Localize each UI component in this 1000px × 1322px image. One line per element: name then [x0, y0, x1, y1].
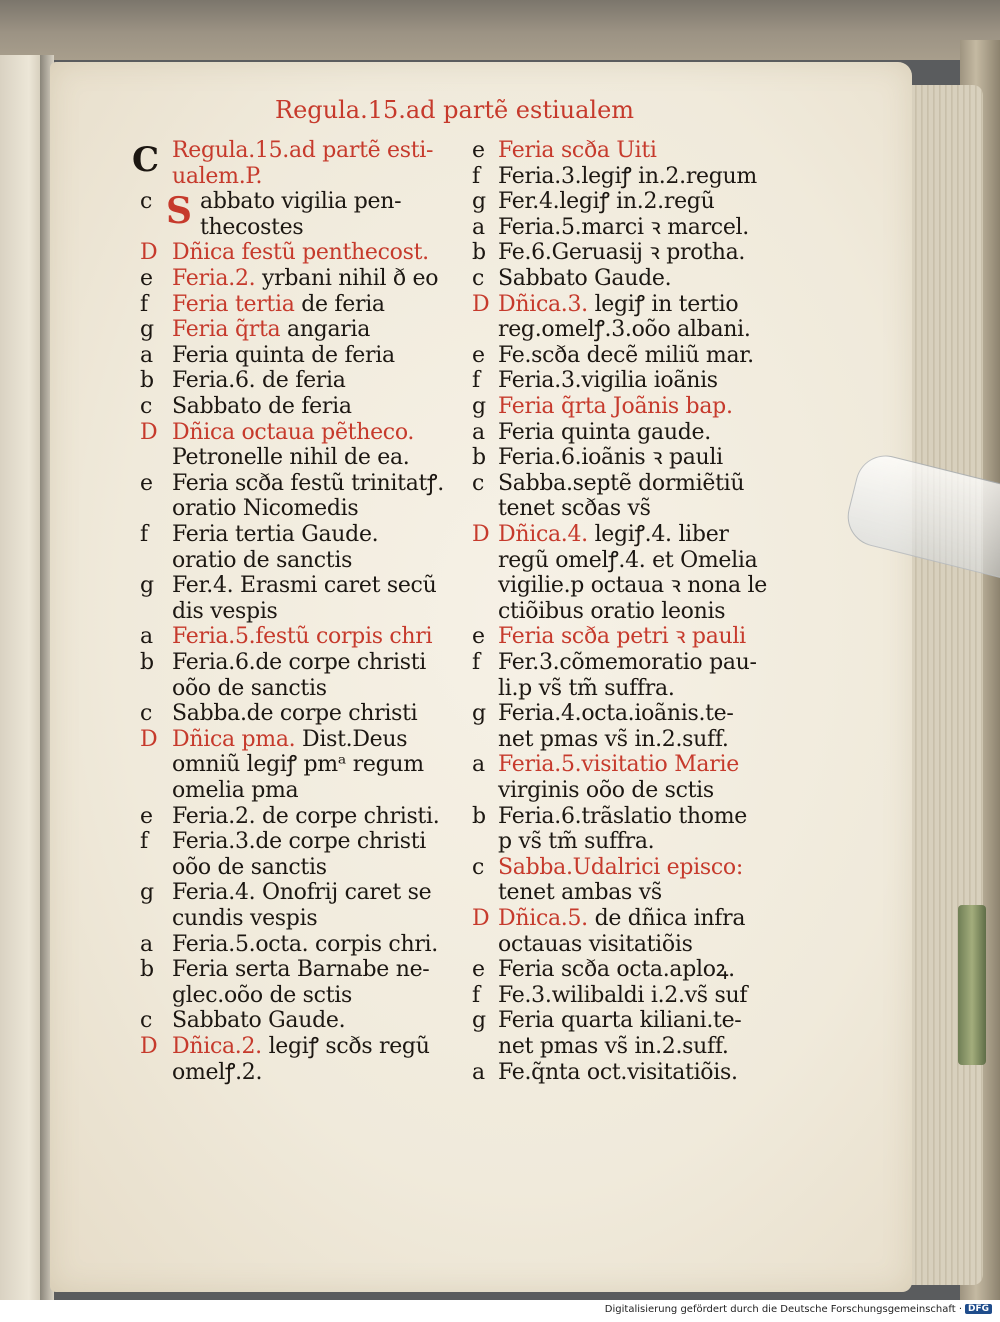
line-letter: D — [140, 419, 158, 445]
text-line — [172, 343, 395, 369]
text-line — [498, 624, 746, 650]
line-text: Regula.15.ad partẽ esti- — [172, 138, 434, 163]
line-letter: e — [472, 957, 485, 983]
line-text: tenet scðas vs̃ — [498, 496, 651, 522]
line-letter: b — [140, 957, 154, 983]
text-line — [498, 317, 751, 343]
rubric-prefix: Dñica.3. — [498, 291, 595, 317]
text-line — [172, 906, 317, 932]
page-header: Regula.15.ad partẽ estiualem — [275, 96, 635, 124]
text-line — [172, 676, 327, 702]
line-text: Feria tertia Gaude. — [172, 522, 379, 547]
line-letter: c — [140, 394, 153, 419]
paragraph-mark-icon: C — [132, 140, 160, 180]
line-letter: f — [472, 982, 480, 1008]
line-text: ualem.P. — [172, 163, 263, 189]
text-line — [172, 266, 438, 292]
text-line — [498, 292, 738, 318]
line-letter: a — [472, 752, 485, 778]
line-letter: D — [472, 522, 490, 547]
text-line — [172, 932, 438, 958]
line-text: cundis vespis — [172, 906, 318, 931]
line-text: Feria.2. de corpe christi. — [172, 803, 440, 829]
text-line — [172, 164, 262, 190]
line-letter: a — [472, 214, 485, 240]
line-text: Sabbato de feria — [172, 394, 352, 419]
line-letter: g — [472, 701, 486, 727]
line-text: Fe.q̃nta oct.visitatiõis. — [498, 1059, 738, 1085]
text-line — [498, 906, 745, 932]
line-letter: c — [140, 701, 153, 727]
line-text: regũ omelꝭ.4. et Omelia — [498, 547, 758, 573]
text-line — [172, 420, 414, 446]
text-line — [498, 932, 693, 958]
text-line — [498, 368, 718, 394]
line-text: Sabba.septẽ dormiẽtiũ — [498, 470, 745, 496]
text-line — [498, 650, 757, 676]
line-text: Fer.3.cõmemoratio pau- — [498, 650, 757, 675]
line-text: Feria.4. Onofrij caret se — [172, 880, 432, 906]
rubric-prefix: Dñica.4. — [498, 522, 595, 547]
rubric-prefix: Feria.2. — [172, 266, 263, 291]
line-letter: e — [472, 342, 485, 368]
text-line — [498, 471, 744, 497]
line-text: Petronelle nihil de ea. — [172, 445, 410, 471]
line-text: Feria.6.de corpe christi — [172, 650, 427, 675]
line-text: Fe.scða decẽ miliũ mar. — [498, 342, 754, 368]
line-text: Feria.5.visitatio Marie — [498, 752, 739, 778]
line-text: omelꝭ.2. — [172, 1059, 263, 1085]
line-text: Feria.3.legiꝭ in.2.regum — [498, 163, 757, 189]
text-line — [498, 343, 754, 369]
line-letter: a — [140, 624, 153, 650]
line-letter: f — [472, 368, 480, 394]
line-text: oõo de sanctis — [172, 854, 327, 880]
line-text: thecostes — [200, 214, 304, 240]
line-text: omniũ legiꝭ pmᵃ regum — [172, 752, 424, 778]
line-text: tenet ambas vs̃ — [498, 880, 662, 906]
text-line — [200, 215, 303, 241]
text-line — [498, 701, 734, 727]
line-letter: c — [472, 266, 485, 291]
line-text: oratio Nicomedis — [172, 496, 359, 522]
text-line — [498, 189, 714, 215]
line-text: Sabbato Gaude. — [498, 266, 672, 291]
text-line — [498, 215, 749, 241]
line-text: Feria.6.trãslatio thome — [498, 803, 748, 829]
line-text: Feria.3.vigilia ioãnis — [498, 368, 718, 394]
line-text: Feria.3.de corpe christi — [172, 829, 427, 855]
text-line — [172, 855, 327, 881]
line-letter: c — [472, 854, 485, 880]
line-letter: e — [140, 803, 153, 829]
text-line — [498, 164, 757, 190]
line-letter: e — [472, 138, 485, 163]
line-text: Feria.5.festũ corpis chri — [172, 624, 433, 650]
line-text: Dist.Deus — [302, 726, 408, 752]
line-text: Feria q̃rta Joãnis bap. — [498, 394, 733, 419]
line-letter: g — [472, 189, 486, 215]
line-letter: b — [472, 803, 486, 829]
line-text: Feria.5.octa. corpis chri. — [172, 931, 438, 957]
rubric-prefix: Dñica.5. — [498, 906, 595, 931]
text-line — [172, 1008, 345, 1034]
text-line — [498, 1060, 738, 1086]
text-line — [498, 573, 767, 599]
text-line — [172, 778, 298, 804]
line-text: Feria quinta gaude. — [498, 419, 711, 445]
text-line — [498, 880, 662, 906]
text-line — [498, 599, 725, 625]
green-bookmark — [958, 905, 986, 1065]
line-letter: D — [472, 906, 490, 931]
line-letter: f — [140, 291, 148, 317]
rubric-prefix: Feria tertia — [172, 291, 302, 317]
line-letter: f — [140, 829, 148, 855]
line-letter: b — [140, 650, 154, 675]
line-letter: e — [140, 266, 153, 291]
rubric-prefix: Dñica.2. — [172, 1034, 269, 1059]
text-line — [498, 420, 711, 446]
line-text: legiꝭ in tertio — [594, 291, 739, 317]
line-letter: f — [472, 163, 480, 189]
line-text: net pmas vs̃ in.2.suff. — [498, 1034, 729, 1059]
line-text: Sabbato Gaude. — [172, 1008, 346, 1034]
line-text: legiꝭ.4. liber — [594, 522, 729, 547]
text-line — [172, 829, 426, 855]
line-text: Feria scða festũ trinitatꝭ. — [172, 470, 444, 496]
line-text: reg.omelꝭ.3.oõo albani. — [498, 317, 751, 343]
line-letter: D — [140, 240, 158, 266]
book-top-board — [0, 0, 1000, 60]
line-text: omelia pma — [172, 778, 299, 803]
line-letter: g — [140, 573, 154, 599]
line-text: virginis oõo de sctis — [498, 778, 714, 803]
text-line — [498, 676, 675, 702]
line-text: Feria serta Barnabe ne- — [172, 957, 430, 983]
line-text: vigilie.p octaua ꝛ nona le — [498, 573, 767, 599]
text-line — [498, 829, 654, 855]
text-line — [172, 292, 385, 318]
text-line — [172, 650, 426, 676]
line-text: Dñica octaua pẽtheco. — [172, 419, 415, 445]
text-line — [172, 1034, 430, 1060]
line-letter: b — [140, 368, 154, 394]
line-text: dis vespis — [172, 598, 278, 624]
text-line — [498, 522, 729, 548]
text-line — [498, 1008, 741, 1034]
text-line — [172, 804, 439, 830]
text-line — [498, 445, 723, 471]
line-text: Feria scða Uiti — [498, 138, 657, 163]
text-line — [172, 548, 352, 574]
line-text: ctiõibus oratio leonis — [498, 598, 726, 624]
text-line — [172, 599, 278, 625]
line-text: li.p vs̃ tm̃ suffra. — [498, 675, 675, 701]
line-text: Feria.6.ioãnis ꝛ pauli — [498, 445, 723, 471]
text-line — [498, 727, 729, 753]
text-line — [172, 957, 429, 983]
text-line — [172, 394, 352, 420]
line-letter: c — [140, 1008, 153, 1034]
line-text: yrbani nihil ð eo — [262, 266, 439, 291]
text-line — [498, 240, 745, 266]
dfg-logo: DFG — [965, 1304, 992, 1314]
text-line — [172, 445, 409, 471]
footer-credit: Digitalisierung gefördert durch die Deutsche Forschungsgemeinschaft · — [604, 1304, 962, 1315]
line-letter: D — [140, 1034, 158, 1059]
line-text: Fer.4.legiꝭ in.2.regũ — [498, 189, 715, 215]
text-line — [172, 317, 370, 343]
line-text: Feria scða octa.aploꝝ. — [498, 957, 735, 983]
line-text: Fer.4. Erasmi caret secũ — [172, 573, 437, 599]
text-line — [172, 727, 407, 753]
text-line — [498, 778, 714, 804]
line-text: Feria.5.marci ꝛ marcel. — [498, 214, 749, 240]
text-line — [498, 548, 757, 574]
line-text: Fe.3.wilibaldi i.2.vs̃ suf — [498, 982, 748, 1008]
line-text: Feria quarta kiliani.te- — [498, 1008, 742, 1034]
text-line — [172, 1060, 262, 1086]
initial-s-icon: S — [166, 190, 192, 232]
text-line — [498, 394, 733, 420]
text-line — [498, 752, 739, 778]
text-line — [172, 240, 429, 266]
line-letter: g — [472, 394, 486, 419]
line-text: Feria.6. de feria — [172, 368, 346, 394]
text-line — [498, 266, 671, 292]
line-letter: b — [472, 445, 486, 471]
line-text: oratio de sanctis — [172, 547, 353, 573]
text-line — [172, 368, 346, 394]
text-line — [172, 573, 436, 599]
text-line — [172, 880, 431, 906]
text-line — [498, 983, 747, 1009]
line-text: de feria — [301, 291, 385, 317]
line-text: Sabba.de corpe christi — [172, 701, 418, 727]
rubric-prefix: Dñica pma. — [172, 726, 303, 752]
text-line — [498, 804, 747, 830]
line-text: de dñica infra — [594, 906, 746, 931]
line-letter: c — [140, 189, 153, 215]
line-letter: f — [140, 522, 148, 547]
line-letter: a — [472, 1059, 485, 1085]
line-text: octauas visitatiõis — [498, 931, 693, 957]
text-line — [172, 752, 424, 778]
line-text: Sabba.Udalrici episco: — [498, 854, 743, 880]
line-text: abbato vigilia pen- — [200, 189, 402, 215]
line-text: Fe.6.Geruasij ꝛ protha. — [498, 240, 746, 266]
text-line — [498, 1034, 729, 1060]
line-text: Feria scða petri ꝛ pauli — [498, 624, 746, 650]
line-letter: g — [472, 1008, 486, 1034]
text-line — [172, 496, 358, 522]
line-letter: e — [472, 624, 485, 650]
text-line — [498, 957, 735, 983]
text-line — [498, 138, 657, 164]
line-letter: e — [140, 470, 153, 496]
line-letter: a — [140, 931, 153, 957]
line-letter: D — [140, 726, 158, 752]
text-line — [172, 983, 352, 1009]
line-letter: f — [472, 650, 480, 675]
text-line — [172, 522, 378, 548]
line-text: net pmas vs̃ in.2.suff. — [498, 726, 729, 752]
line-text: Feria.4.octa.ioãnis.te- — [498, 701, 734, 727]
line-letter: g — [140, 880, 154, 906]
line-letter: a — [472, 419, 485, 445]
line-text: Dñica festũ penthecost. — [172, 240, 429, 266]
line-letter: a — [140, 342, 153, 368]
line-text: angaria — [287, 317, 371, 343]
line-text: Feria quinta de feria — [172, 342, 395, 368]
line-text: oõo de sanctis — [172, 675, 327, 701]
page-edges — [905, 85, 983, 1285]
text-line — [172, 701, 417, 727]
text-line — [172, 624, 432, 650]
line-letter: b — [472, 240, 486, 266]
text-line — [172, 138, 433, 164]
line-text: legiꝭ scðs regũ — [268, 1034, 430, 1059]
line-letter: c — [472, 470, 485, 496]
text-line — [498, 855, 743, 881]
line-text: p vs̃ tm̃ suffra. — [498, 829, 655, 855]
text-line — [172, 471, 444, 497]
line-letter: D — [472, 291, 490, 317]
line-letter: g — [140, 317, 154, 343]
text-line — [498, 496, 651, 522]
line-text: glec.oõo de sctis — [172, 982, 352, 1008]
rubric-prefix: Feria q̃rta — [172, 317, 287, 343]
text-line — [200, 189, 401, 215]
